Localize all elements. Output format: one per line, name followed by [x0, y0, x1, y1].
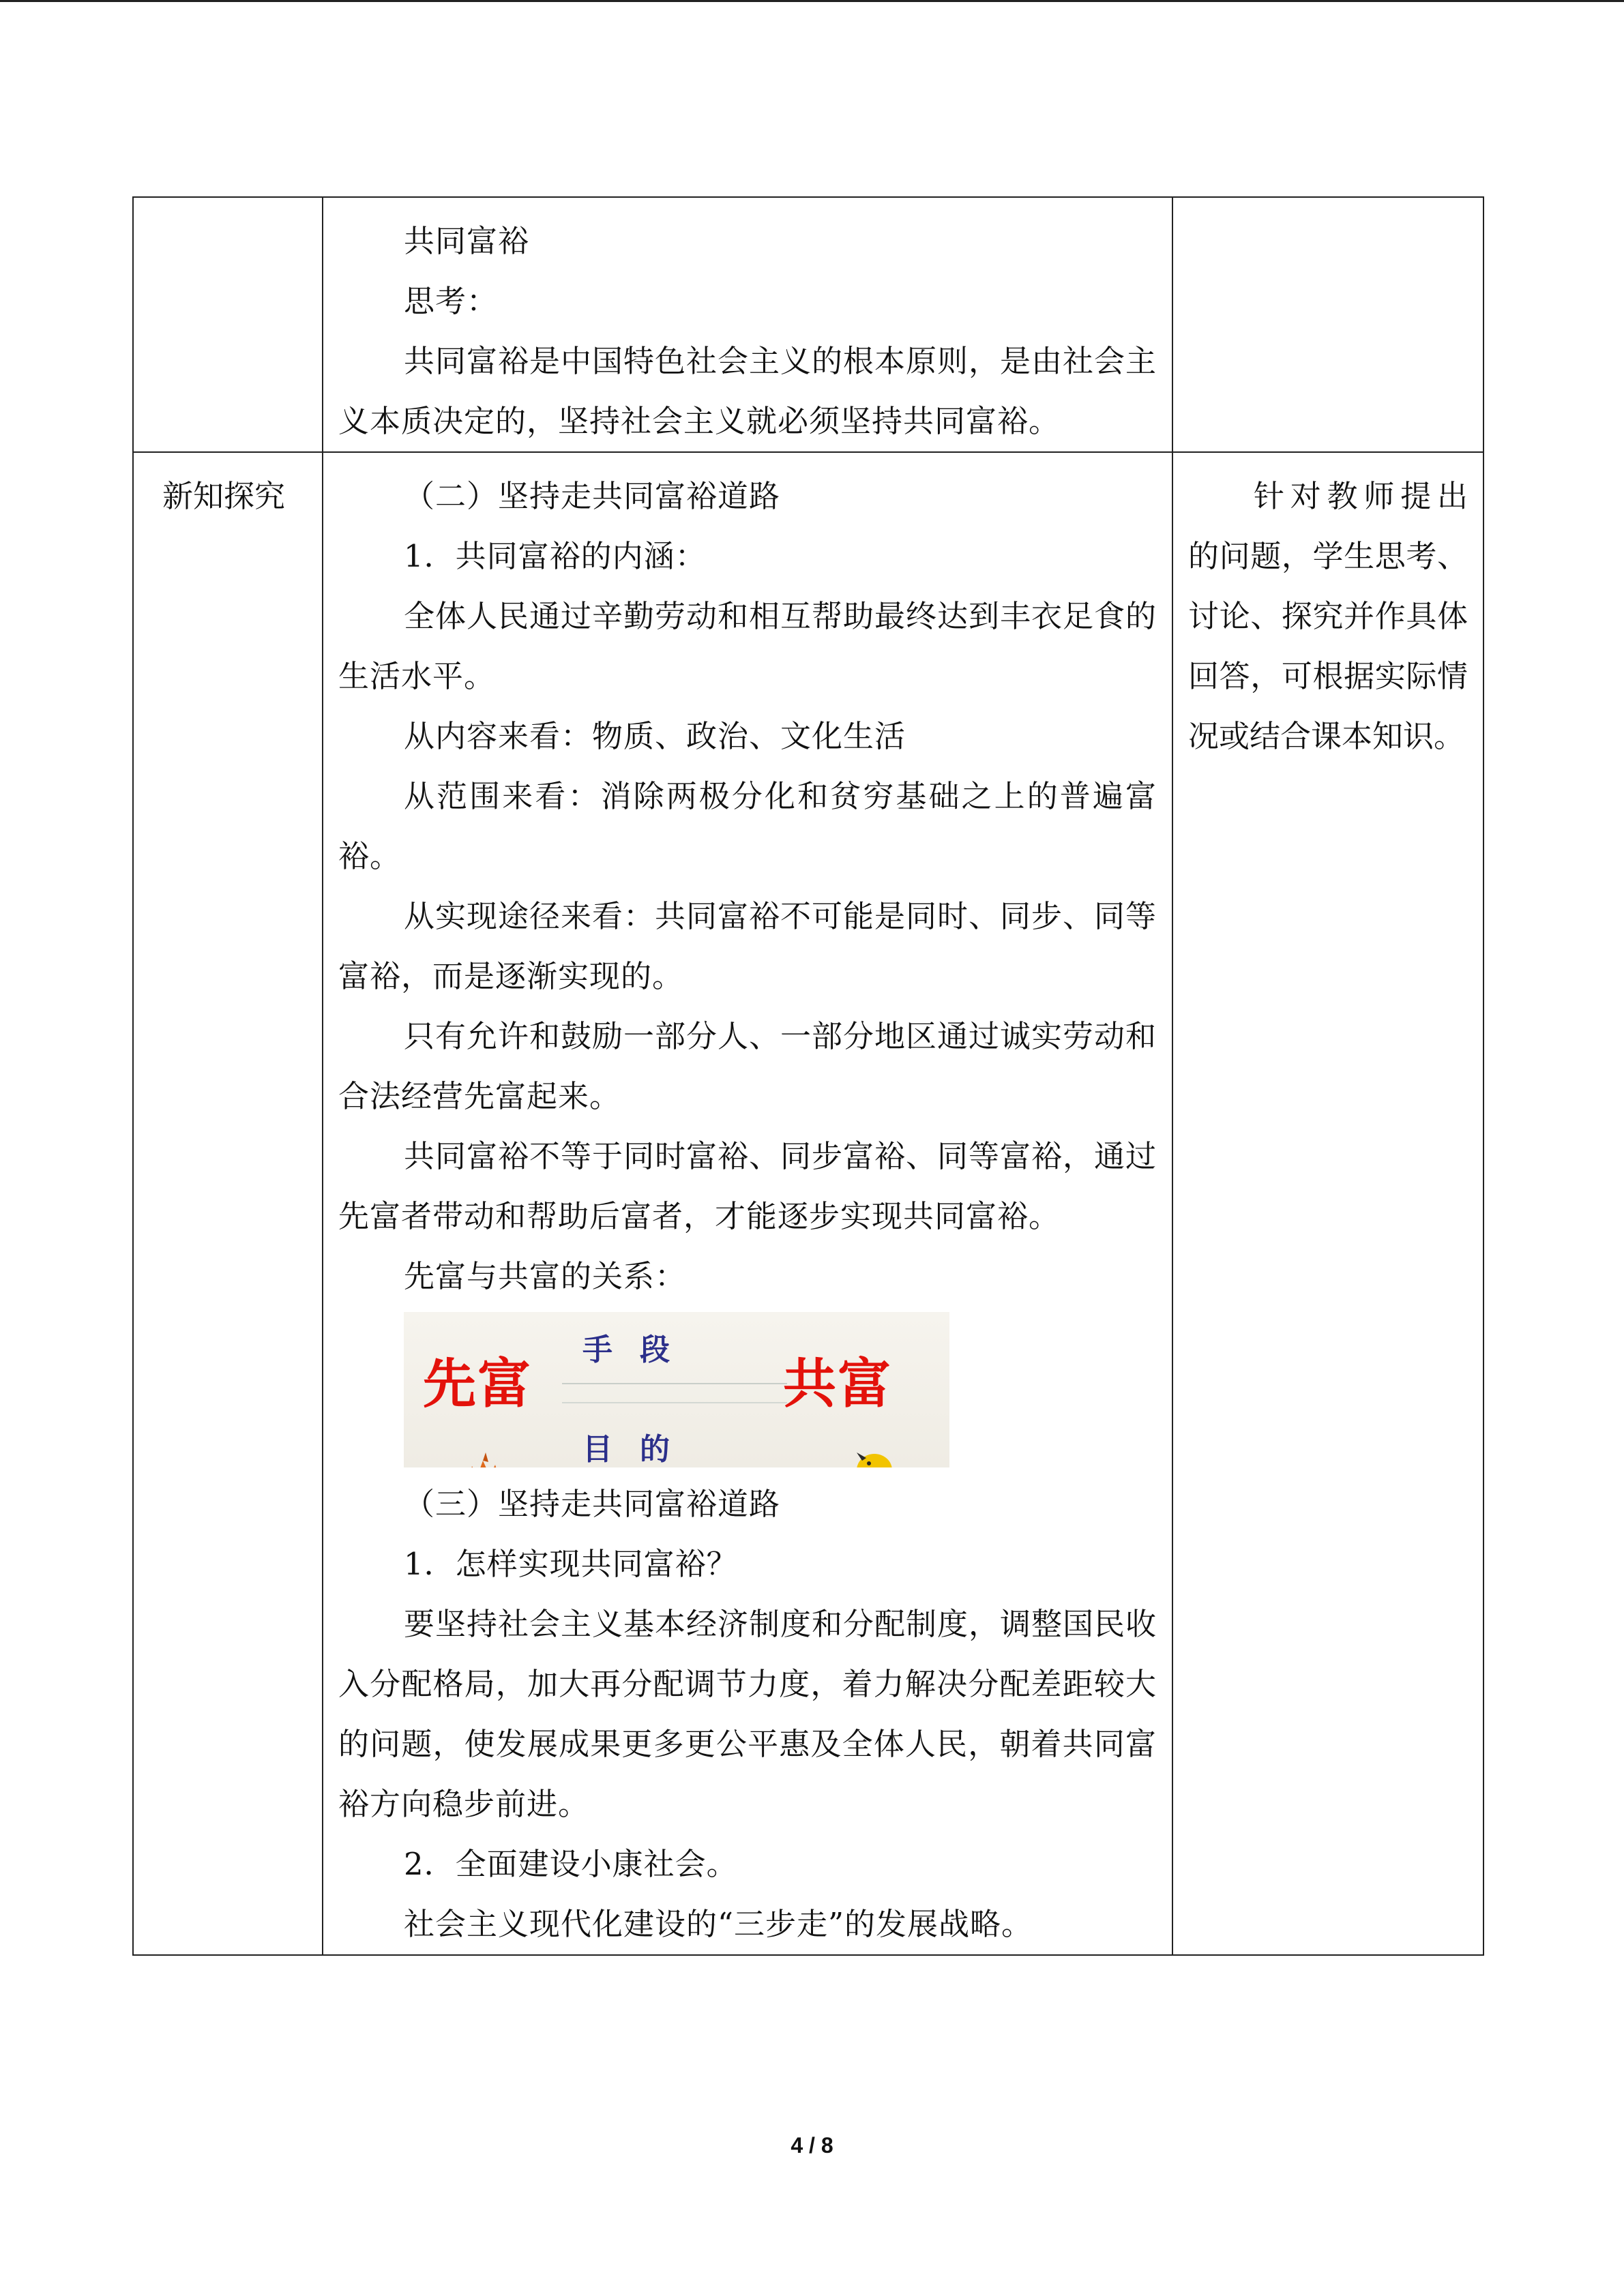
page-number: 4 / 8 [791, 2133, 833, 2158]
paragraph: 共同富裕不等于同时富裕、同步富裕、同等富裕，通过先富者带动和帮助后富者，才能逐步实现共同富裕。 [338, 1138, 1157, 1234]
diagram-arrow-line [562, 1402, 787, 1403]
row1-label-cell [133, 197, 323, 452]
paragraph: 共同富裕是中国特色社会主义的根本原则，是由社会主义本质决定的，坚持社会主义就必须坚持共同富裕。 [338, 343, 1157, 439]
diagram-right-label: 共富 [783, 1354, 893, 1415]
diagram-top-label: 手段 [582, 1332, 697, 1367]
paragraph: 从内容来看：物质、政治、文化生活 [404, 718, 906, 754]
paragraph: 只有允许和鼓励一部分人、一部分地区通过诚实劳动和合法经营先富起来。 [338, 1018, 1157, 1114]
item-heading: 2．全面建设小康社会。 [404, 1846, 738, 1882]
paragraph: 从实现途径来看：共同富裕不可能是同时、同步、同等富裕，而是逐渐实现的。 [338, 898, 1157, 994]
paragraph: 要坚持社会主义基本经济制度和分配制度，调整国民收入分配格局，加大再分配调节力度，着力解决分配差距较大的问题，使发展成果更多更公平惠及全体人民，朝着共同富裕方向稳步前进。 [338, 1606, 1157, 1822]
table-row [133, 197, 1483, 452]
fox-illustration-icon [462, 1446, 510, 1467]
diagram-bottom-label: 目的 [582, 1432, 697, 1467]
item-heading: 1．怎样实现共同富裕？ [404, 1546, 738, 1582]
paragraph: 全体人民通过辛勤劳动和相互帮助最终达到丰衣足食的生活水平。 [338, 598, 1157, 694]
diagram-left-label: 先富 [423, 1354, 533, 1415]
lesson-plan-table [132, 196, 1484, 1956]
diagram-arrow-line [562, 1383, 787, 1384]
bird-illustration-icon [854, 1443, 895, 1467]
row1-note-cell [1172, 197, 1483, 452]
item-heading: 1．共同富裕的内涵： [404, 538, 707, 574]
table-row [133, 452, 1483, 1955]
student-activity-note: 针对教师提出的问题，学生思考、讨论、探究并作具体回答，可根据实际情况或结合课本知识。 [1188, 478, 1468, 754]
section-heading: （三）坚持走共同富裕道路 [404, 1486, 781, 1522]
section-heading: （二）坚持走共同富裕道路 [404, 478, 781, 514]
paragraph: 从范围来看：消除两极分化和贫穷基础之上的普遍富裕。 [338, 778, 1157, 874]
page-top-border [0, 0, 1624, 2]
paragraph: 共同富裕 [404, 223, 530, 259]
wealth-relation-diagram [404, 1312, 949, 1467]
paragraph: 先富与共富的关系： [404, 1258, 687, 1294]
row2-content-cell [323, 452, 1172, 1955]
row1-content-cell [323, 197, 1172, 452]
row2-note-cell [1172, 452, 1483, 1955]
paragraph: 社会主义现代化建设的“三步走”的发展战略。 [404, 1906, 1033, 1942]
paragraph: 思考： [404, 283, 499, 319]
row2-label-cell [133, 452, 323, 1955]
section-label: 新知探究 [162, 478, 286, 514]
